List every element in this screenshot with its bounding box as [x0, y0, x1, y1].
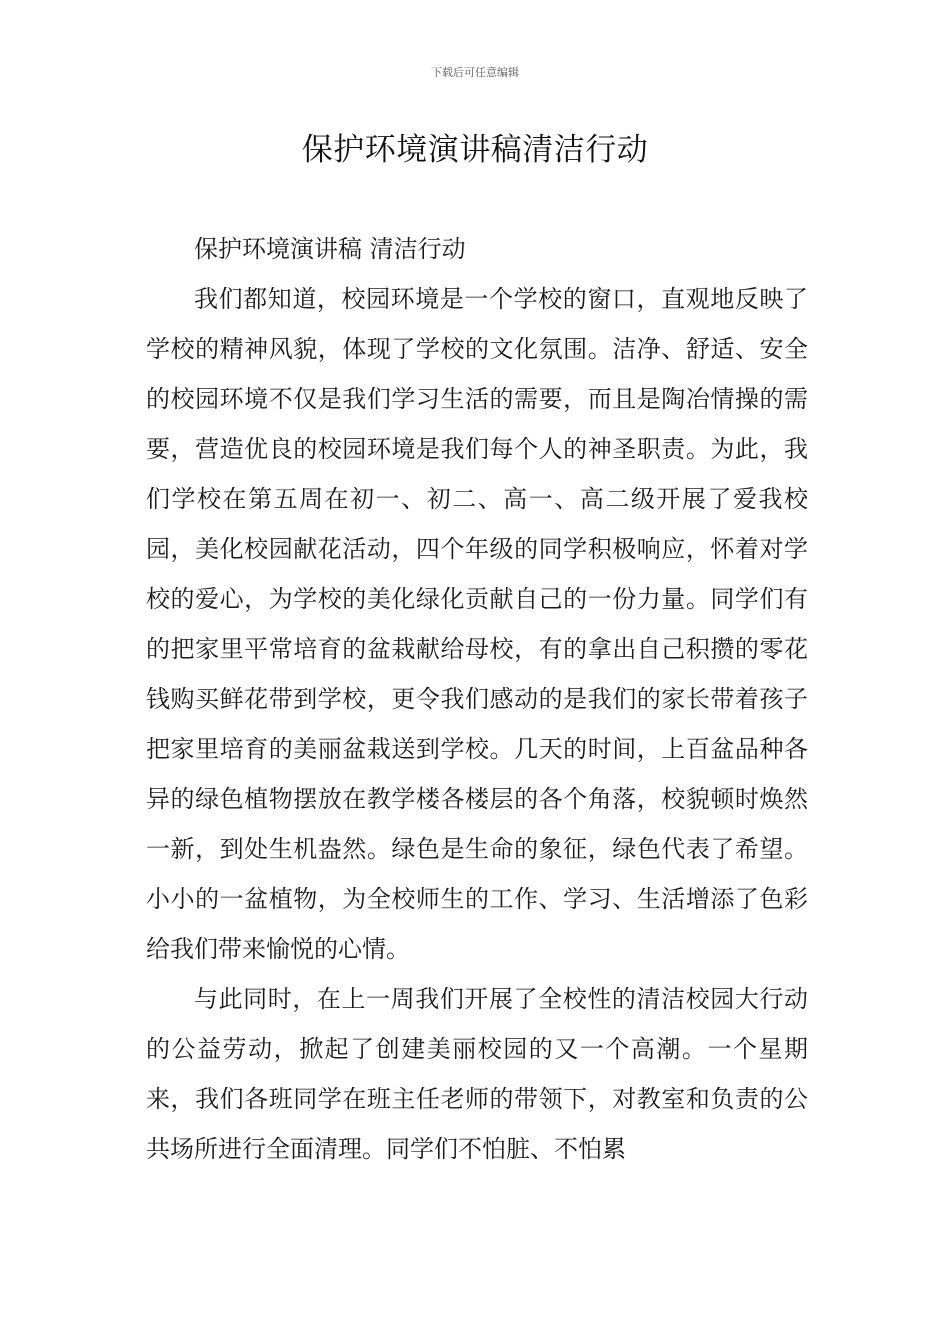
document-title: 保护环境演讲稿清洁行动	[301, 132, 649, 168]
document-body	[146, 224, 808, 1174]
body-paragraph: 我们都知道，校园环境是一个学校的窗口，直观地反映了学校的精神风貌，体现了学校的文化氛围。洁净、舒适、安全的校园环境不仅是我们学习生活的需要，而且是陶冶情操的需要，营造优良的校园环境是我们每个人的神圣职责。为此，我们学校在第五周在初一、初二、高一、高二级开展了爱我校园，美化校园献花活动，四个年级的同学积极响应，怀着对学校的爱心，为学校的美化绿化贡献自己的一份力量。同学们有的把家里平常培育的盆栽献给母校，有的拿出自己积攒的零花钱购买鲜花带到学校，更令我们感动的是我们的家长带着孩子把家里培育的美丽盆栽送到学校。几天的时间，上百盆品种各异的绿色植物摆放在教学楼各楼层的各个角落，校貌顿时焕然一新，到处生机盎然。绿色是生命的象征，绿色代表了希望。小小的一盆植物，为全校师生的工作、学习、生活增添了色彩给我们带来愉悦的心情。	[146, 285, 808, 963]
subtitle-paragraph: 保护环境演讲稿 清洁行动	[194, 235, 466, 263]
body-paragraph: 与此同时，在上一周我们开展了全校性的清洁校园大行动 的公益劳动，掀起了创建美丽校园的又一个高潮。一个星期来，我们各班同学在班主任老师的带领下，对教室和负责的公共场所进行全面清理。同学们不怕脏、不怕累	[146, 985, 808, 1163]
header-note: 下载后可任意编辑	[431, 66, 519, 79]
